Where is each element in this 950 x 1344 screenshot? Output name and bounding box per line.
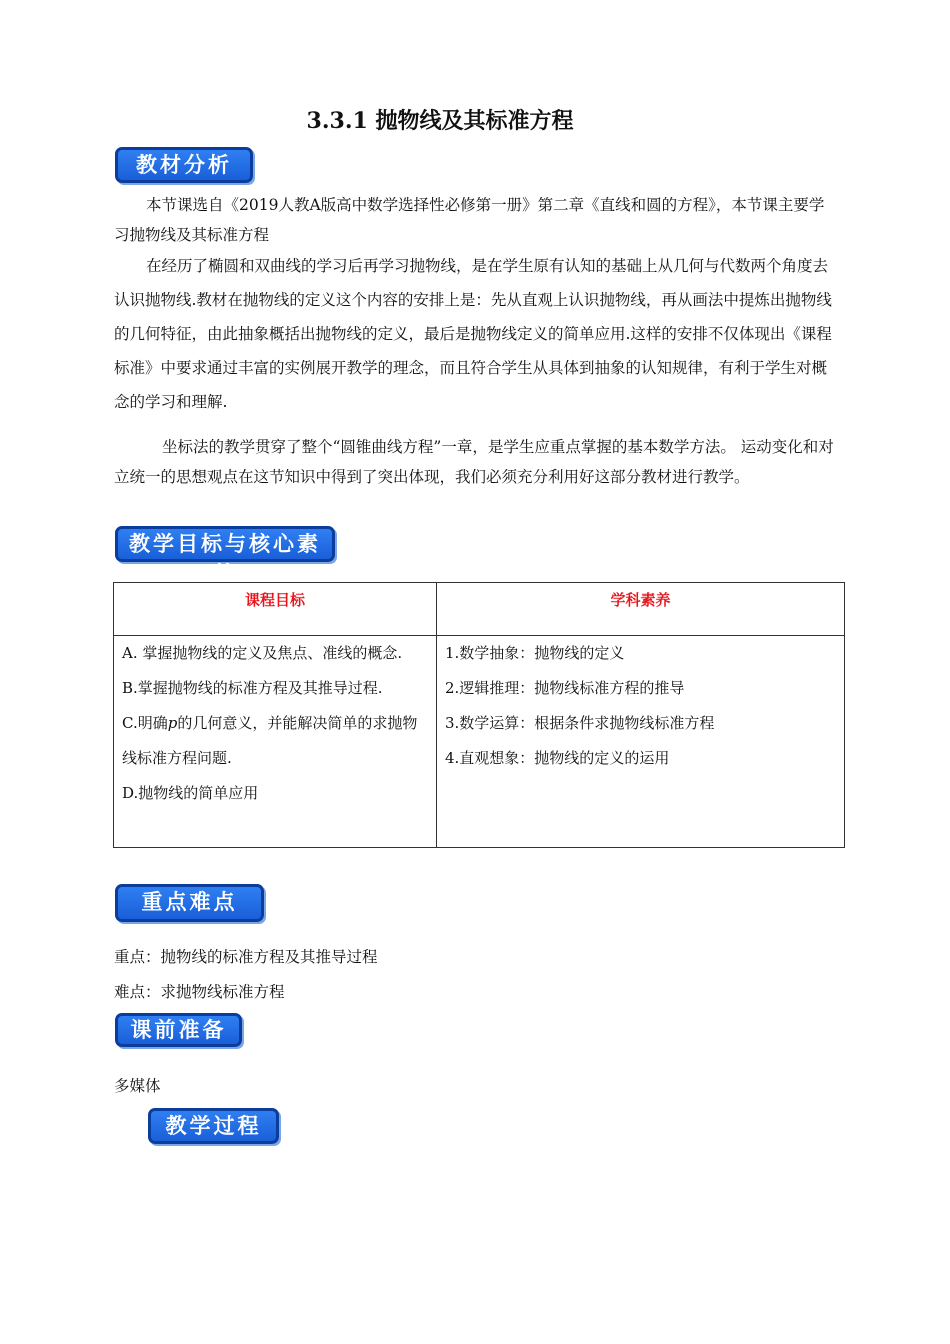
goal-c-prefix: C.明确 (122, 714, 168, 732)
literacy-1-prefix: 1.数学抽象： (445, 644, 535, 662)
literacy-4: 4.直观想象：抛物线的定义的运用 (445, 749, 670, 767)
analysis-paragraph-1: 本节课选自《2019人教A版高中数学选择性必修第一册》第二章《直线和圆的方程》，本节课主要学习抛物线及其标准方程 (114, 196, 825, 244)
section-badge-goals: 教学目标与核心素养 (115, 526, 335, 562)
section-badge-preparation: 课前准备 (115, 1013, 242, 1047)
section-badge-analysis: 教材分析 (115, 147, 253, 183)
section-badge-key-points: 重点难点 (115, 884, 264, 922)
goal-b: B.掌握抛物线的标准方程及其推导过程. (122, 679, 383, 697)
goal-c-variable: p (167, 714, 178, 732)
preparation-text: 多媒体 (114, 1077, 161, 1095)
analysis-paragraph-3: 坐标法的教学贯穿了整个“圆锥曲线方程”一章，是学生应重点掌握的基本数学方法。 运动变化和对立统一的思想观点在这节知识中得到了突出体现，我们必须充分利用好这部分教材进行教学。 (114, 438, 834, 486)
goal-c-suffix: 的几何意义，并能解决简单的求抛物线标准方程问题. (122, 714, 418, 767)
header-course-goals: 课程目标 (114, 583, 437, 636)
literacy-2: 2.逻辑推理：抛物线标准方程的推导 (445, 679, 685, 697)
header-subject-literacy: 学科素养 (437, 583, 845, 636)
subject-literacy-cell (437, 636, 845, 848)
course-goals-cell (114, 636, 437, 848)
literacy-1-value: 抛物线的定义 (534, 644, 625, 662)
key-point-difficult: 难点：求抛物线标准方程 (114, 983, 285, 1001)
analysis-paragraph-2: 在经历了椭圆和双曲线的学习后再学习抛物线，是在学生原有认知的基础上从几何与代数两个角度去认识抛物线.教材在抛物线的定义这个内容的安排上是：先从直观上认识抛物线，再从画法中提炼出抛物线的几何特征，由此抽象概括出抛物线的定义，最后是抛物线定义的简单应用.这样的安排不仅体现出《课程标准》中要求通过丰富的实例展开教学的理念，而且符合学生从具体到抽象的认知规律，有利于学生对概念的学习和理解. (114, 257, 832, 411)
literacy-3: 3.数学运算：根据条件求抛物线标准方程 (445, 714, 715, 732)
goal-a: A. 掌握抛物线的定义及焦点、准线的概念. (122, 644, 403, 662)
key-point-important: 重点：抛物线的标准方程及其推导过程 (114, 948, 378, 966)
section-badge-process: 教学过程 (148, 1108, 279, 1144)
goal-c (122, 706, 428, 776)
literacy-1 (445, 636, 836, 671)
page-title: 3.3.1 抛物线及其标准方程 (306, 108, 574, 134)
goals-table (113, 582, 845, 848)
goal-d: D.抛物线的简单应用 (122, 784, 259, 802)
